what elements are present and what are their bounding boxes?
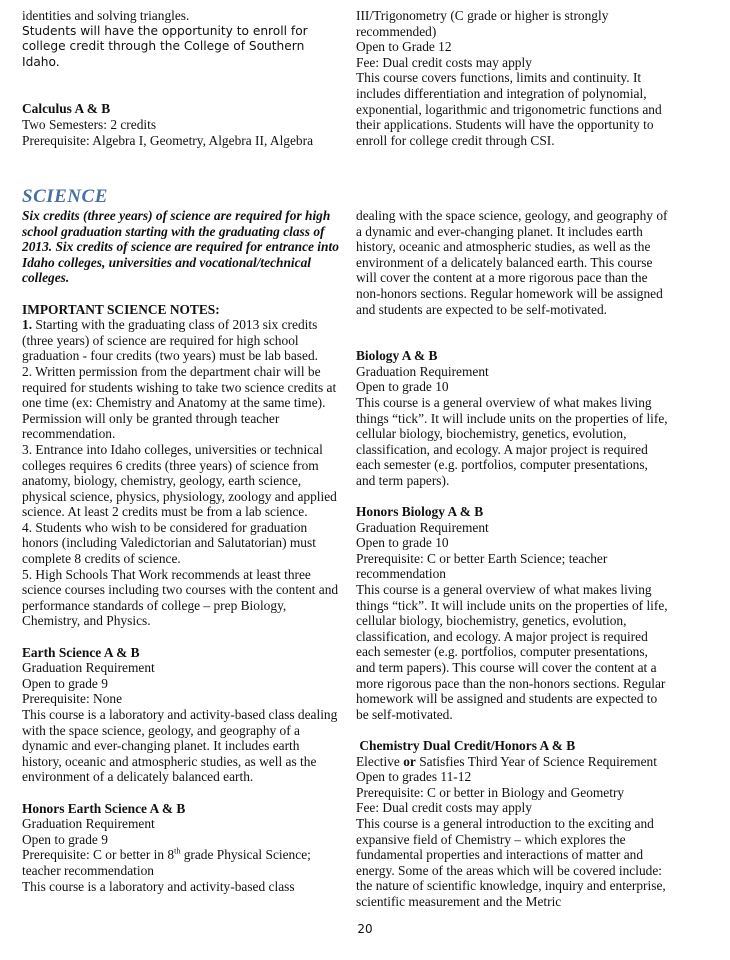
- chemistry-fee: Fee: Dual credit costs may apply: [356, 800, 532, 816]
- biology-requirement: Graduation Requirement: [356, 363, 489, 379]
- science-note: 1. Starting with the graduating class of 2013 six credits (three years) of science are required for high school graduation - four credits (two years) must be lab based.: [22, 317, 318, 364]
- calculus-prereq: Prerequisite: Algebra I, Geometry, Algebra II, Algebra: [22, 132, 314, 148]
- honors-earth-prereq: Prerequisite: C or better in 8th grade Physical Science; teacher recommendation: [22, 846, 311, 878]
- science-intro: Six credits (three years) of science are required for high school graduation starting with the graduating class of 2013. Six credits of science are required for entrance into Idaho colleges, universities and vocational/technical colleges.: [22, 208, 339, 286]
- calculus-title: Calculus A & B: [22, 101, 111, 117]
- earth-science-description: This course is a laboratory and activity-based class dealing with the space science, geology, and geography of a dynamic and ever-changing planet. It includes earth history, oceanic and atmospheric studies, as well as the environment of a delicately balanced earth.: [22, 707, 338, 785]
- earth-science-requirement: Graduation Requirement: [22, 660, 155, 676]
- science-note: 3. Entrance into Idaho colleges, universities or technical colleges requires 6 credits (three years) of science from anatomy, biology, chemistry, geology, earth science, physical science, physics, physiology, zoology and applied science. At least 2 credits must be from a lab science.: [22, 441, 337, 520]
- calculus-prereq-cont: III/Trigonometry (C grade or higher is strongly recommended): [356, 8, 609, 39]
- honors-earth-requirement: Graduation Requirement: [22, 816, 155, 832]
- honors-biology-title: Honors Biology A & B: [356, 504, 484, 520]
- trig-continuation: identities and solving triangles.: [22, 8, 190, 23]
- earth-science-title: Earth Science A & B: [22, 644, 140, 660]
- chemistry-prereq: Prerequisite: C or better in Biology and Geometry: [356, 784, 625, 800]
- calculus-open-to: Open to Grade 12: [356, 39, 452, 55]
- honors-biology-description: This course is a general overview of what makes living things “tick”. It will include units on the properties of life, cellular biology, biochemistry, genetics, evolution, classification, and ecology. A major project is required each semester (e.g. portfolios, computer presentations, and term papers). This course will cover the content at a more rigorous pace than the non-honors sections. Regular homework will be assigned and students are expected to be self-motivated.: [356, 582, 668, 722]
- chemistry-description: This course is a general introduction to the exciting and expansive field of Chemistry – which explores the fundamental properties and interactions of matter and energy. Some of the areas which will be covered include: the nature of scientific knowledge, inquiry and enterprise, scientific measurement and the Metric: [356, 815, 666, 909]
- top-left-column: [22, 8, 340, 148]
- science-section-title: SCIENCE: [22, 186, 108, 207]
- chemistry-title: Chemistry Dual Credit/Honors A & B: [359, 738, 576, 753]
- earth-science-open-to: Open to grade 9: [22, 675, 108, 691]
- biology-title: Biology A & B: [356, 348, 438, 364]
- calculus-description: This course covers functions, limits and continuity. It includes differentiation and integration of polynomial, exponential, logarithmic and trigonometric functions and their applications. Students will have the opportunity to enroll for college credit through CSI.: [356, 70, 662, 148]
- earth-science-prereq: Prerequisite: None: [22, 691, 123, 707]
- science-note: 5. High Schools That Work recommends at least three science courses including two courses with the content and performance standards of college – prep Biology, Chemistry, and Physics.: [22, 566, 339, 629]
- honors-earth-description: This course is a laboratory and activity-based class: [22, 878, 295, 894]
- honors-earth-title: Honors Earth Science A & B: [22, 800, 186, 816]
- honors-biology-prereq: Prerequisite: C or better Earth Science; teacher recommendation: [356, 550, 608, 582]
- chemistry-elective: Elective or Satisfies Third Year of Science Requirement: [356, 753, 657, 769]
- top-right-column: [356, 8, 668, 148]
- science-note: 4. Students who wish to be considered for graduation honors (including Valedictorian and Salutatorian) must complete 8 credits of science.: [22, 519, 316, 567]
- chemistry-open-to: Open to grades 11-12: [356, 769, 472, 785]
- science-left-column: [22, 186, 340, 894]
- honors-biology-requirement: Graduation Requirement: [356, 519, 489, 535]
- honors-biology-open-to: Open to grade 10: [356, 535, 449, 551]
- trig-credit-note: Students will have the opportunity to enroll for college credit through the College of Southern Idaho.: [22, 23, 308, 69]
- biology-description: This course is a general overview of what makes living things “tick”. It will include units on the properties of life, cellular biology, biochemistry, genetics, evolution, classification, and ecology. A major project is required each semester (e.g. portfolios, computer presentations, and term papers).: [356, 394, 668, 488]
- page-number: 20: [357, 922, 373, 936]
- science-notes-list: [22, 317, 340, 629]
- biology-open-to: Open to grade 10: [356, 379, 449, 395]
- honors-earth-open-to: Open to grade 9: [22, 831, 108, 847]
- calculus-fee: Fee: Dual credit costs may apply: [356, 54, 532, 70]
- calculus-credits: Two Semesters: 2 credits: [22, 116, 157, 132]
- science-note: 2. Written permission from the department chair will be required for students wishing to take two science credits at one time (ex: Chemistry and Anatomy at the same time). Permission will only be granted through teacher recommendation.: [22, 363, 337, 442]
- science-right-column: [356, 208, 668, 910]
- honors-earth-description-cont: dealing with the space science, geology, and geography of a dynamic and ever-changing planet. It includes earth history, oceanic and atmospheric studies, as well as the environment of a delicately balanced earth. This course will cover the content at a more rigorous pace than the non-honors sections. Regular homework will be assigned and students are expected to be self-motivated.: [356, 208, 668, 317]
- science-notes-title: IMPORTANT SCIENCE NOTES:: [22, 301, 220, 317]
